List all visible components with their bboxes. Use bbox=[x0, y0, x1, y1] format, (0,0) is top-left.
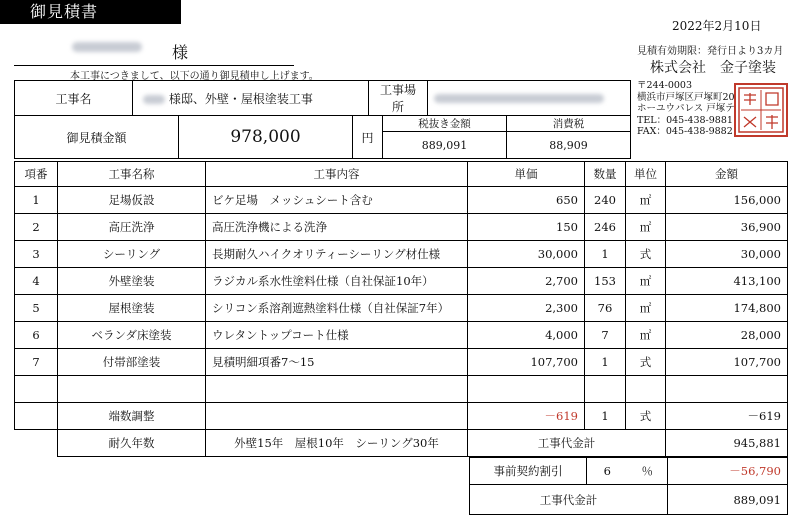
row-unit: ㎡ bbox=[626, 322, 666, 349]
koujimei-cell bbox=[133, 81, 369, 116]
table-row bbox=[15, 295, 788, 322]
total-row bbox=[470, 485, 788, 515]
adjust-name: 端数調整 bbox=[58, 403, 206, 430]
document-title: 御見積書 bbox=[0, 0, 181, 24]
company-fax: FAX：045-438-9882 bbox=[637, 126, 733, 137]
col-header-name: 工事名称 bbox=[58, 162, 206, 187]
row-unit: ㎡ bbox=[626, 214, 666, 241]
row-qty: 7 bbox=[585, 322, 626, 349]
adjust-row bbox=[15, 403, 788, 430]
row-name: 屋根塗装 bbox=[58, 295, 206, 322]
row-name: ベランダ床塗装 bbox=[58, 322, 206, 349]
row-no: 2 bbox=[15, 214, 58, 241]
row-name: 付帯部塗装 bbox=[58, 349, 206, 376]
row-name: シーリング bbox=[58, 241, 206, 268]
row-no: 1 bbox=[15, 187, 58, 214]
col-header-price: 単価 bbox=[468, 162, 585, 187]
row-unit: 式 bbox=[626, 349, 666, 376]
koujibasho-value bbox=[428, 81, 631, 116]
row-unit: 式 bbox=[626, 241, 666, 268]
row-unit: ㎡ bbox=[626, 187, 666, 214]
discount-label: 事前契約割引 bbox=[470, 458, 587, 485]
amount-label: 御見積金額 bbox=[15, 116, 179, 159]
tax-label: 消費税 bbox=[507, 116, 631, 132]
issue-date: 2022年2月10日 bbox=[672, 19, 762, 33]
koujimei-redacted bbox=[143, 95, 165, 104]
row-price: 650 bbox=[468, 187, 585, 214]
row-price: 150 bbox=[468, 214, 585, 241]
discount-pct: ％ bbox=[628, 458, 668, 485]
row-price: 2,700 bbox=[468, 268, 585, 295]
row-amount: 174,800 bbox=[666, 295, 788, 322]
koujibasho-label: 工事場所 bbox=[369, 81, 428, 116]
row-name: 足場仮設 bbox=[58, 187, 206, 214]
table-row bbox=[15, 241, 788, 268]
company-postal: 〒244-0003 bbox=[637, 80, 693, 91]
net-amount-value: 889,091 bbox=[383, 132, 507, 159]
row-qty: 1 bbox=[585, 349, 626, 376]
row-unit: ㎡ bbox=[626, 295, 666, 322]
discount-row bbox=[470, 458, 788, 485]
row-detail: 見積明細項番7～15 bbox=[206, 349, 468, 376]
row-detail: ウレタントップコート仕様 bbox=[206, 322, 468, 349]
row-price: 2,300 bbox=[468, 295, 585, 322]
row-amount: 28,000 bbox=[666, 322, 788, 349]
row-no: 7 bbox=[15, 349, 58, 376]
row-detail: 高圧洗浄機による洗浄 bbox=[206, 214, 468, 241]
total-value: 889,091 bbox=[668, 485, 788, 515]
col-header-amount: 金額 bbox=[666, 162, 788, 187]
row-price: 4,000 bbox=[468, 322, 585, 349]
row-name: 高圧洗浄 bbox=[58, 214, 206, 241]
row-no: 5 bbox=[15, 295, 58, 322]
row-qty: 76 bbox=[585, 295, 626, 322]
row-name: 外壁塗装 bbox=[58, 268, 206, 295]
row-amount: 156,000 bbox=[666, 187, 788, 214]
company-address-line2: ホーユウパレス 戸塚テ bbox=[637, 103, 735, 114]
row-qty: 153 bbox=[585, 268, 626, 295]
table-row bbox=[15, 187, 788, 214]
net-amount-label: 税抜き金額 bbox=[383, 116, 507, 132]
client-name-redacted bbox=[72, 42, 142, 52]
durability-row bbox=[15, 430, 788, 457]
col-header-no: 項番 bbox=[15, 162, 58, 187]
col-header-detail: 工事内容 bbox=[206, 162, 468, 187]
row-price: 107,700 bbox=[468, 349, 585, 376]
client-underline bbox=[14, 65, 294, 66]
row-amount: 107,700 bbox=[666, 349, 788, 376]
company-address-line1: 横浜市戸塚区戸塚町20 bbox=[637, 91, 735, 103]
row-unit: ㎡ bbox=[626, 268, 666, 295]
adjust-qty: 1 bbox=[585, 403, 626, 430]
company-tel: TEL：045-438-9881 bbox=[637, 114, 733, 126]
blank-row bbox=[15, 376, 788, 403]
row-amount: 413,100 bbox=[666, 268, 788, 295]
row-no: 6 bbox=[15, 322, 58, 349]
company-seal-stamp bbox=[734, 83, 788, 137]
row-detail: ラジカル系水性塗料仕様（自社保証10年） bbox=[206, 268, 468, 295]
row-qty: 1 bbox=[585, 241, 626, 268]
estimate-detail-table bbox=[14, 161, 788, 457]
adjust-unit: 式 bbox=[626, 403, 666, 430]
adjust-price: －619 bbox=[468, 403, 585, 430]
company-name: 株式会社 金子塗装 bbox=[650, 60, 776, 76]
row-price: 30,000 bbox=[468, 241, 585, 268]
tax-value: 88,909 bbox=[507, 132, 631, 159]
honorific: 様 bbox=[172, 43, 189, 62]
subtotal-label: 工事代金計 bbox=[468, 430, 666, 457]
row-qty: 240 bbox=[585, 187, 626, 214]
row-qty: 246 bbox=[585, 214, 626, 241]
amount-value: 978,000 bbox=[179, 116, 353, 159]
seal-icon bbox=[736, 85, 786, 135]
discount-value: －56,790 bbox=[668, 458, 788, 485]
row-amount: 36,900 bbox=[666, 214, 788, 241]
table-row bbox=[15, 349, 788, 376]
table-row bbox=[15, 268, 788, 295]
total-label: 工事代金計 bbox=[470, 485, 668, 515]
table-row bbox=[15, 214, 788, 241]
durability-detail: 外壁15年 屋根10年 シーリング30年 bbox=[206, 430, 468, 457]
row-no: 4 bbox=[15, 268, 58, 295]
table-header-row bbox=[15, 162, 788, 187]
row-amount: 30,000 bbox=[666, 241, 788, 268]
table-row bbox=[15, 322, 788, 349]
durability-label: 耐久年数 bbox=[58, 430, 206, 457]
discount-rate: 6 bbox=[587, 458, 628, 485]
row-detail: 長期耐久ハイクオリティーシーリング材仕様 bbox=[206, 241, 468, 268]
col-header-qty: 数量 bbox=[585, 162, 626, 187]
row-detail: シリコン系溶剤遮熱塗料仕様（自社保証7年） bbox=[206, 295, 468, 322]
validity-note: 見積有効期限：発行日より3カ月 bbox=[637, 46, 784, 57]
col-header-unit: 単位 bbox=[626, 162, 666, 187]
intro-text: 本工事につきまして、以下の通り御見積申し上げます。 bbox=[70, 71, 319, 82]
row-no: 3 bbox=[15, 241, 58, 268]
koujimei-value: 様邸、外壁・屋根塗装工事 bbox=[168, 91, 313, 106]
totals-section bbox=[469, 457, 788, 515]
koujibasho-redacted bbox=[434, 94, 604, 103]
row-detail: ビケ足場 メッシュシート含む bbox=[206, 187, 468, 214]
yen-label: 円 bbox=[353, 116, 383, 159]
adjust-amount: －619 bbox=[666, 403, 788, 430]
summary-section bbox=[14, 80, 631, 159]
koujimei-label: 工事名 bbox=[15, 81, 133, 116]
subtotal-value: 945,881 bbox=[666, 430, 788, 457]
company-address bbox=[637, 80, 735, 138]
